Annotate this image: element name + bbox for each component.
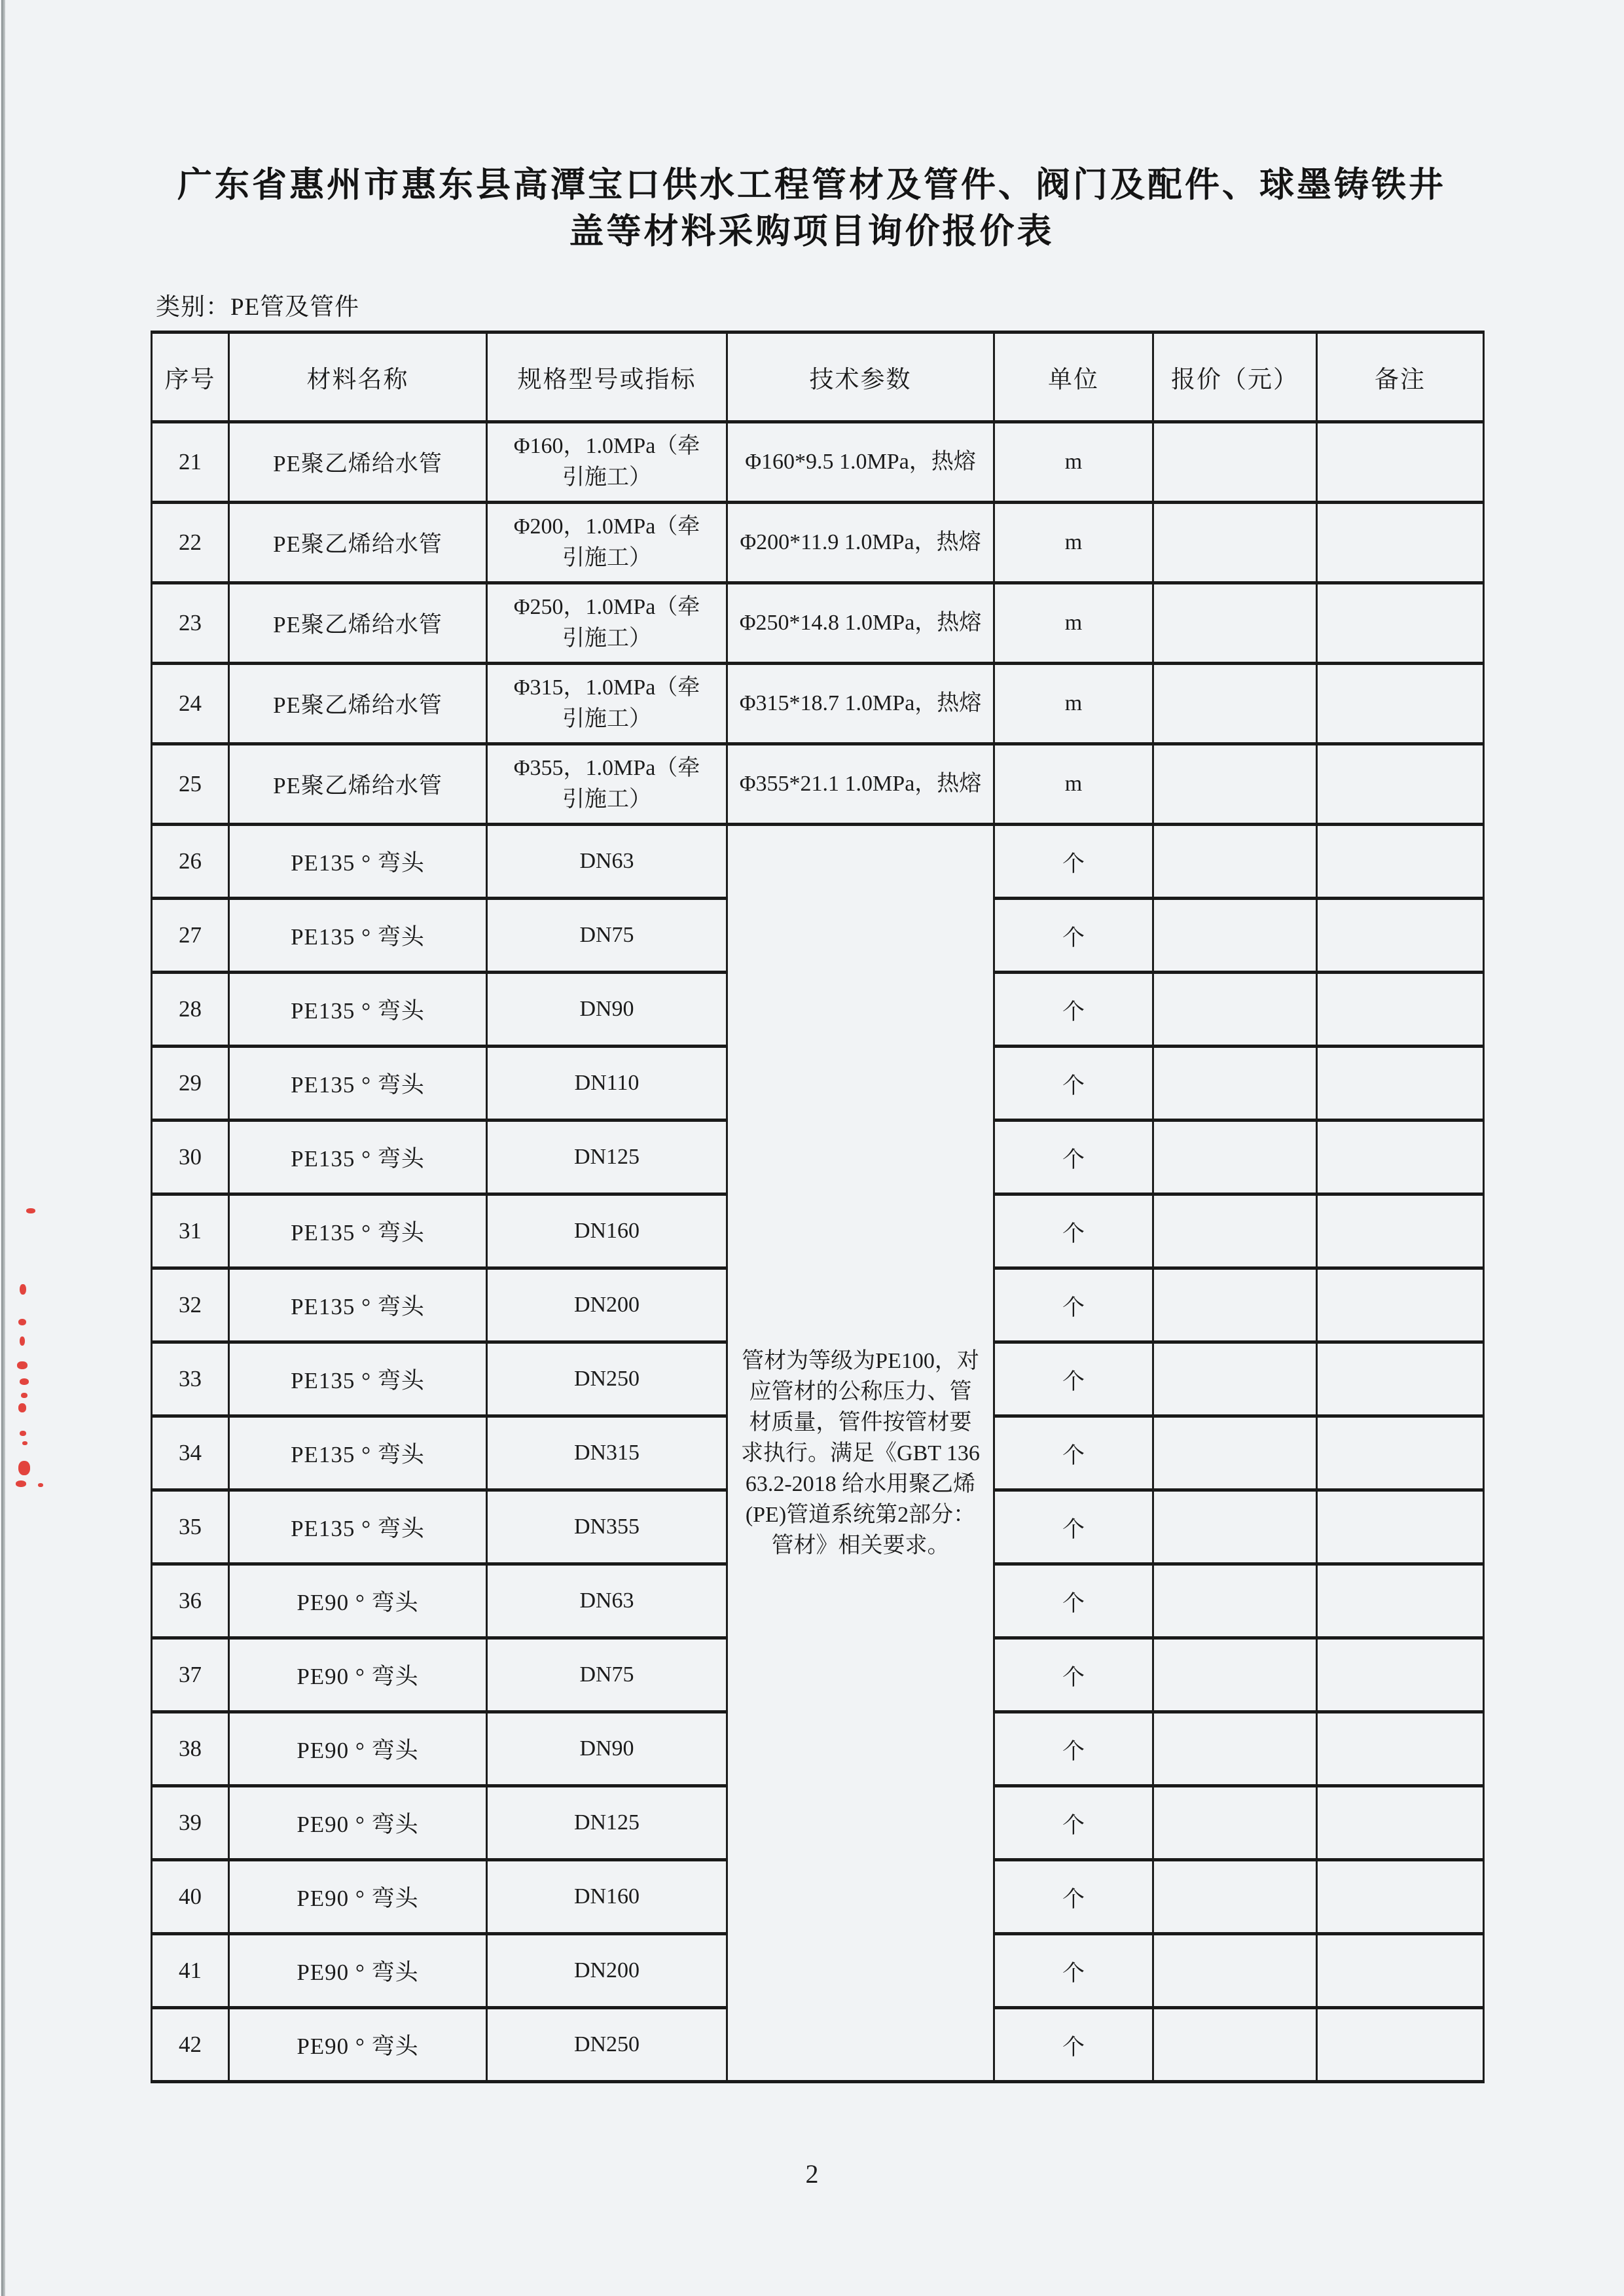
row-index-cell: 23 — [152, 583, 229, 664]
note-cell — [1317, 1342, 1484, 1416]
spec-model-cell: DN75 — [487, 1638, 727, 1712]
price-cell — [1153, 973, 1317, 1047]
column-header-material-name: 材料名称 — [229, 332, 487, 422]
row-index-cell: 27 — [152, 899, 229, 973]
row-index-cell: 41 — [152, 1934, 229, 2008]
material-name-cell: PE聚乙烯给水管 — [229, 583, 487, 664]
price-cell — [1153, 744, 1317, 825]
note-cell — [1317, 1490, 1484, 1564]
unit-cell: 个 — [994, 973, 1153, 1047]
row-index-cell: 32 — [152, 1268, 229, 1342]
spec-model-cell: DN90 — [487, 973, 727, 1047]
quotation-table — [151, 331, 1485, 2083]
unit-cell: 个 — [994, 825, 1153, 899]
column-header-index: 序号 — [152, 332, 229, 422]
spec-model-cell: DN125 — [487, 1786, 727, 1860]
unit-cell: 个 — [994, 1638, 1153, 1712]
row-index-cell: 26 — [152, 825, 229, 899]
spec-model-cell: DN63 — [487, 1564, 727, 1638]
row-index-cell: 37 — [152, 1638, 229, 1712]
spec-model-cell: DN355 — [487, 1490, 727, 1564]
spec-model-cell: DN75 — [487, 899, 727, 973]
unit-cell: 个 — [994, 1712, 1153, 1786]
price-cell — [1153, 1416, 1317, 1490]
material-name-cell: PE135 ° 弯头 — [229, 1047, 487, 1121]
unit-cell: 个 — [994, 1860, 1153, 1934]
row-index-cell: 29 — [152, 1047, 229, 1121]
red-ink-speck — [20, 1431, 26, 1436]
material-name-cell: PE90 ° 弯头 — [229, 1860, 487, 1934]
material-name-cell: PE90 ° 弯头 — [229, 1786, 487, 1860]
spec-model-cell: DN160 — [487, 1194, 727, 1268]
price-cell — [1153, 583, 1317, 664]
material-name-cell: PE90 ° 弯头 — [229, 1564, 487, 1638]
table-header-row — [152, 332, 1484, 422]
red-ink-speck — [18, 1403, 26, 1412]
price-cell — [1153, 1342, 1317, 1416]
red-ink-speck — [21, 1393, 27, 1398]
material-name-cell: PE135 ° 弯头 — [229, 1342, 487, 1416]
tech-params-cell: Φ315*18.7 1.0MPa，热熔 — [727, 664, 994, 744]
table-body — [152, 422, 1484, 2082]
document-title-line1: 广东省惠州市惠东县高潭宝口供水工程管材及管件、阀门及配件、球墨铸铁井 — [177, 166, 1446, 204]
tech-params-cell: Φ160*9.5 1.0MPa，热熔 — [727, 422, 994, 503]
unit-cell: 个 — [994, 1121, 1153, 1194]
note-cell — [1317, 973, 1484, 1047]
red-ink-speck — [20, 1336, 25, 1346]
tech-params-cell: Φ250*14.8 1.0MPa，热熔 — [727, 583, 994, 664]
red-ink-speck — [20, 1378, 29, 1385]
note-cell — [1317, 1786, 1484, 1860]
spec-model-cell: DN160 — [487, 1860, 727, 1934]
table-row — [152, 744, 1484, 825]
unit-cell: m — [994, 744, 1153, 825]
note-cell — [1317, 1638, 1484, 1712]
price-cell — [1153, 1564, 1317, 1638]
row-index-cell: 38 — [152, 1712, 229, 1786]
red-ink-speck — [20, 1284, 26, 1295]
price-cell — [1153, 1490, 1317, 1564]
note-cell — [1317, 503, 1484, 583]
note-cell — [1317, 583, 1484, 664]
row-index-cell: 33 — [152, 1342, 229, 1416]
red-ink-speck — [26, 1208, 35, 1213]
price-cell — [1153, 1638, 1317, 1712]
spec-model-cell: DN250 — [487, 2008, 727, 2082]
note-cell — [1317, 422, 1484, 503]
unit-cell: 个 — [994, 1416, 1153, 1490]
column-header-price: 报价（元） — [1153, 332, 1317, 422]
note-cell — [1317, 1934, 1484, 2008]
page-number: 2 — [805, 2159, 819, 2189]
table-row — [152, 664, 1484, 744]
red-ink-speck — [17, 1361, 27, 1369]
spec-model-cell: DN90 — [487, 1712, 727, 1786]
price-cell — [1153, 664, 1317, 744]
table-header — [152, 332, 1484, 422]
note-cell — [1317, 1416, 1484, 1490]
unit-cell: m — [994, 583, 1153, 664]
note-cell — [1317, 2008, 1484, 2082]
row-index-cell: 35 — [152, 1490, 229, 1564]
note-cell — [1317, 1564, 1484, 1638]
material-name-cell: PE135 ° 弯头 — [229, 899, 487, 973]
row-index-cell: 24 — [152, 664, 229, 744]
spec-model-cell: Φ355，1.0MPa（牵引施工） — [487, 744, 727, 825]
spec-model-cell: DN315 — [487, 1416, 727, 1490]
material-name-cell: PE135 ° 弯头 — [229, 973, 487, 1047]
spec-model-cell: DN63 — [487, 825, 727, 899]
material-name-cell: PE聚乙烯给水管 — [229, 664, 487, 744]
spec-model-cell: Φ250，1.0MPa（牵引施工） — [487, 583, 727, 664]
red-ink-speck — [18, 1319, 26, 1325]
row-index-cell: 36 — [152, 1564, 229, 1638]
material-name-cell: PE135 ° 弯头 — [229, 1268, 487, 1342]
column-header-spec-model: 规格型号或指标 — [487, 332, 727, 422]
table-row — [152, 825, 1484, 899]
scanner-edge-line — [1, 0, 5, 2296]
unit-cell: 个 — [994, 1934, 1153, 2008]
material-name-cell: PE聚乙烯给水管 — [229, 422, 487, 503]
unit-cell: m — [994, 503, 1153, 583]
tech-params-merged-cell: 管材为等级为PE100，对应管材的公称压力、管材质量，管件按管材要求执行。满足《GBT 13663.2-2018 给水用聚乙烯(PE)管道系统第2部分：管材》相关要求。 — [727, 825, 994, 2082]
column-header-tech-params: 技术参数 — [727, 332, 994, 422]
note-cell — [1317, 1268, 1484, 1342]
material-name-cell: PE135 ° 弯头 — [229, 1416, 487, 1490]
material-name-cell: PE135 ° 弯头 — [229, 1490, 487, 1564]
note-cell — [1317, 899, 1484, 973]
note-cell — [1317, 1047, 1484, 1121]
tech-params-cell: Φ355*21.1 1.0MPa，热熔 — [727, 744, 994, 825]
price-cell — [1153, 1194, 1317, 1268]
column-header-note: 备注 — [1317, 332, 1484, 422]
material-name-cell: PE90 ° 弯头 — [229, 1638, 487, 1712]
unit-cell: 个 — [994, 1194, 1153, 1268]
price-cell — [1153, 1047, 1317, 1121]
row-index-cell: 34 — [152, 1416, 229, 1490]
spec-model-cell: Φ160，1.0MPa（牵引施工） — [487, 422, 727, 503]
note-cell — [1317, 744, 1484, 825]
spec-model-cell: DN200 — [487, 1268, 727, 1342]
tech-params-cell: Φ200*11.9 1.0MPa，热熔 — [727, 503, 994, 583]
spec-model-cell: Φ315，1.0MPa（牵引施工） — [487, 664, 727, 744]
row-index-cell: 22 — [152, 503, 229, 583]
price-cell — [1153, 422, 1317, 503]
material-name-cell: PE135 ° 弯头 — [229, 1194, 487, 1268]
red-ink-speck — [22, 1441, 27, 1445]
unit-cell: 个 — [994, 1564, 1153, 1638]
unit-cell: 个 — [994, 1268, 1153, 1342]
note-cell — [1317, 664, 1484, 744]
price-cell — [1153, 825, 1317, 899]
unit-cell: 个 — [994, 1047, 1153, 1121]
unit-cell: 个 — [994, 1490, 1153, 1564]
red-ink-speck — [38, 1483, 43, 1487]
red-ink-speck — [18, 1461, 30, 1475]
unit-cell: 个 — [994, 899, 1153, 973]
price-cell — [1153, 1934, 1317, 2008]
unit-cell: 个 — [994, 1786, 1153, 1860]
spec-model-cell: DN125 — [487, 1121, 727, 1194]
table-row — [152, 422, 1484, 503]
price-cell — [1153, 2008, 1317, 2082]
note-cell — [1317, 1712, 1484, 1786]
unit-cell: m — [994, 422, 1153, 503]
price-cell — [1153, 503, 1317, 583]
price-cell — [1153, 899, 1317, 973]
material-name-cell: PE135 ° 弯头 — [229, 825, 487, 899]
price-cell — [1153, 1860, 1317, 1934]
red-ink-speck — [16, 1480, 26, 1487]
price-cell — [1153, 1712, 1317, 1786]
material-name-cell: PE135 ° 弯头 — [229, 1121, 487, 1194]
row-index-cell: 25 — [152, 744, 229, 825]
column-header-unit: 单位 — [994, 332, 1153, 422]
unit-cell: m — [994, 664, 1153, 744]
material-name-cell: PE90 ° 弯头 — [229, 1712, 487, 1786]
row-index-cell: 28 — [152, 973, 229, 1047]
document-title-line2: 盖等材料采购项目询价报价表 — [569, 213, 1055, 251]
note-cell — [1317, 1860, 1484, 1934]
material-name-cell: PE聚乙烯给水管 — [229, 503, 487, 583]
row-index-cell: 31 — [152, 1194, 229, 1268]
row-index-cell: 39 — [152, 1786, 229, 1860]
note-cell — [1317, 1194, 1484, 1268]
unit-cell: 个 — [994, 1342, 1153, 1416]
row-index-cell: 42 — [152, 2008, 229, 2082]
table-row — [152, 583, 1484, 664]
spec-model-cell: DN200 — [487, 1934, 727, 2008]
price-cell — [1153, 1121, 1317, 1194]
category-label: 类别：PE管及管件 — [156, 294, 360, 321]
material-name-cell: PE聚乙烯给水管 — [229, 744, 487, 825]
row-index-cell: 40 — [152, 1860, 229, 1934]
table-row — [152, 503, 1484, 583]
material-name-cell: PE90 ° 弯头 — [229, 2008, 487, 2082]
unit-cell: 个 — [994, 2008, 1153, 2082]
price-cell — [1153, 1268, 1317, 1342]
row-index-cell: 21 — [152, 422, 229, 503]
price-cell — [1153, 1786, 1317, 1860]
document-title — [79, 162, 1545, 255]
spec-model-cell: DN110 — [487, 1047, 727, 1121]
note-cell — [1317, 825, 1484, 899]
row-index-cell: 30 — [152, 1121, 229, 1194]
material-name-cell: PE90 ° 弯头 — [229, 1934, 487, 2008]
spec-model-cell: Φ200，1.0MPa（牵引施工） — [487, 503, 727, 583]
spec-model-cell: DN250 — [487, 1342, 727, 1416]
note-cell — [1317, 1121, 1484, 1194]
